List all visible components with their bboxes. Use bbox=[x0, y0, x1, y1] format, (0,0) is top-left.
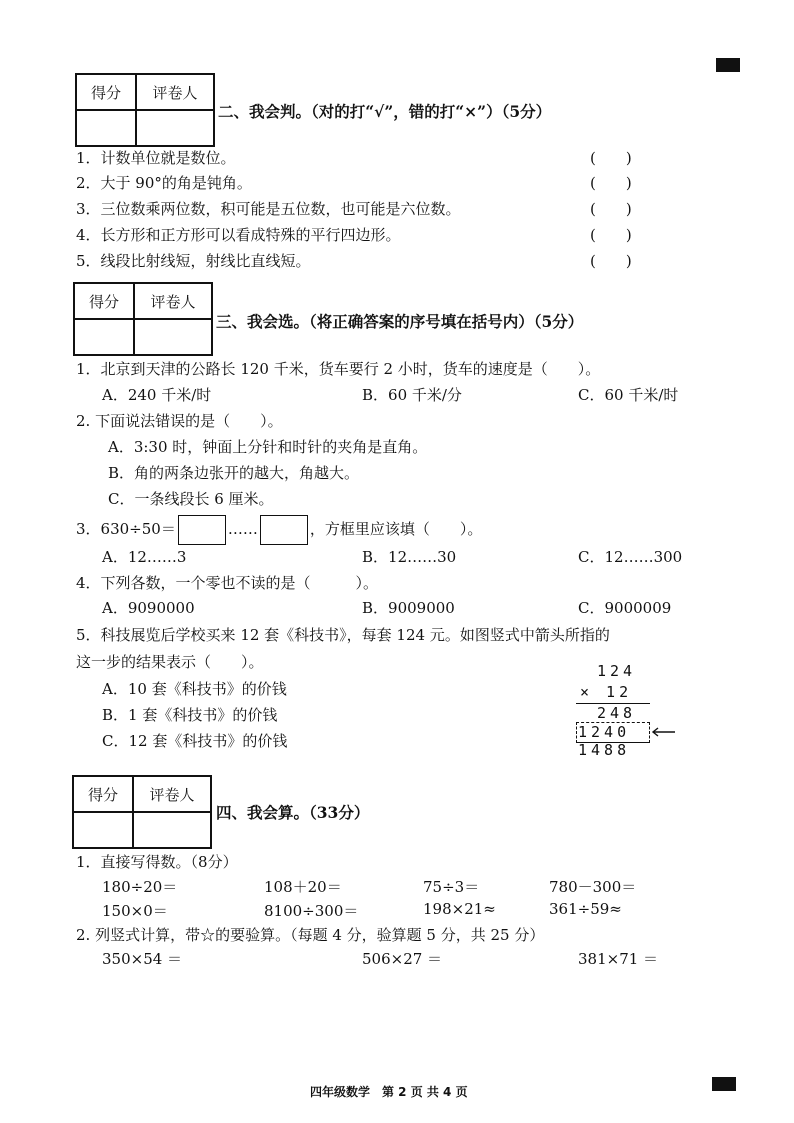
q1-stem: 1．北京到天津的公路长 120 千米，货车要行 2 小时，货车的速度是（ ）。 bbox=[76, 360, 601, 378]
q5-option-c: C．12 套《科技书》的价钱 bbox=[102, 732, 288, 750]
score-cell[interactable] bbox=[73, 812, 133, 848]
q3-stem bbox=[76, 515, 482, 545]
section4-title: 四、我会算。（33分） bbox=[216, 803, 370, 822]
section3-title: 三、我会选。（将正确答案的序号填在括号内）（5分） bbox=[216, 312, 584, 331]
section2-title: 二、我会判。（对的打“√”，错的打“×”）（5分） bbox=[218, 102, 552, 121]
q4-option-a: A．9090000 bbox=[102, 599, 195, 617]
section2-item-2: 2．大于 90°的角是钝角。 bbox=[76, 174, 252, 192]
answer-paren-2[interactable]: ( ) bbox=[590, 174, 632, 192]
q3-stem-a: 3．630÷50＝ bbox=[76, 520, 176, 538]
score-box-section2 bbox=[75, 73, 215, 147]
section4-sub1: 1．直接写得数。（8分） bbox=[76, 853, 238, 871]
highlighted-step-box bbox=[576, 722, 650, 743]
answer-paren-3[interactable]: ( ) bbox=[590, 200, 632, 218]
grader-cell[interactable] bbox=[134, 319, 212, 355]
q4-stem: 4．下列各数，一个零也不读的是（ ）。 bbox=[76, 574, 379, 592]
answer-paren-1[interactable]: ( ) bbox=[590, 149, 632, 167]
calc-1-4: 780－300＝ bbox=[549, 878, 637, 896]
calc-2-3: 198×21≈ bbox=[423, 900, 496, 918]
score-label: 得分 bbox=[73, 776, 133, 812]
q2-stem: 2. 下面说法错误的是（ ）。 bbox=[76, 412, 283, 430]
partial-product-2: 1240 bbox=[578, 723, 631, 741]
q5-stem-line2: 这一步的结果表示（ ）。 bbox=[76, 653, 264, 671]
vert-calc-2: 506×27 ＝ bbox=[362, 950, 443, 968]
q3-stem-b: …… bbox=[227, 520, 258, 538]
score-label: 得分 bbox=[76, 74, 136, 110]
q3-stem-c: ，方框里应该填（ ）。 bbox=[309, 520, 483, 538]
section2-item-4: 4．长方形和正方形可以看成特殊的平行四边形。 bbox=[76, 226, 401, 244]
q2-option-b: B．角的两条边张开的越大，角越大。 bbox=[108, 464, 360, 482]
calc-1-2: 108＋20＝ bbox=[264, 878, 342, 896]
grader-label: 评卷人 bbox=[133, 776, 211, 812]
arrow-left-icon bbox=[650, 726, 676, 738]
answer-paren-4[interactable]: ( ) bbox=[590, 226, 632, 244]
section2-item-3: 3．三位数乘两位数，积可能是五位数，也可能是六位数。 bbox=[76, 200, 461, 218]
multiplicand: 124 bbox=[597, 662, 637, 680]
partial-product-1: 248 bbox=[597, 704, 637, 722]
vert-calc-1: 350×54 ＝ bbox=[102, 950, 183, 968]
q5-stem-line1: 5．科技展览后学校买来 12 套《科技书》，每套 124 元。如图竖式中箭头所指的 bbox=[76, 626, 610, 644]
page-footer: 四年级数学 第 2 页 共 4 页 bbox=[310, 1085, 468, 1099]
calc-2-2: 8100÷300＝ bbox=[264, 902, 359, 920]
q4-option-b: B．9009000 bbox=[362, 599, 455, 617]
q5-option-a: A．10 套《科技书》的价钱 bbox=[102, 680, 287, 698]
q2-option-a: A．3:30 时，钟面上分针和时针的夹角是直角。 bbox=[108, 438, 428, 456]
q1-option-a: A．240 千米/时 bbox=[102, 386, 212, 404]
score-label: 得分 bbox=[74, 283, 134, 319]
q2-option-c: C．一条线段长 6 厘米。 bbox=[108, 490, 274, 508]
grader-cell[interactable] bbox=[133, 812, 211, 848]
q5-option-b: B．1 套《科技书》的价钱 bbox=[102, 706, 278, 724]
bottom-right-marker bbox=[712, 1077, 736, 1091]
vert-calc-3: 381×71 ＝ bbox=[578, 950, 659, 968]
q3-option-a: A．12……3 bbox=[102, 548, 187, 566]
vertical-multiplication bbox=[570, 662, 680, 762]
calc-1-1: 180÷20＝ bbox=[102, 878, 178, 896]
answer-paren-5[interactable]: ( ) bbox=[590, 252, 632, 270]
q4-option-c: C．9000009 bbox=[578, 599, 672, 617]
q3-option-b: B．12……30 bbox=[362, 548, 457, 566]
final-product: 1488 bbox=[578, 741, 631, 759]
section2-item-1: 1．计数单位就是数位。 bbox=[76, 149, 236, 167]
grader-label: 评卷人 bbox=[136, 74, 214, 110]
score-cell[interactable] bbox=[74, 319, 134, 355]
q3-answer-box-2[interactable] bbox=[260, 515, 308, 545]
calc-1-3: 75÷3＝ bbox=[423, 878, 480, 896]
q1-option-b: B．60 千米/分 bbox=[362, 386, 462, 404]
q1-option-c: C．60 千米/时 bbox=[578, 386, 679, 404]
q3-option-c: C．12……300 bbox=[578, 548, 683, 566]
calc-2-4: 361÷59≈ bbox=[549, 900, 622, 918]
section2-item-5: 5．线段比射线短，射线比直线短。 bbox=[76, 252, 311, 270]
section4-sub2: 2. 列竖式计算，带☆的要验算。（每题 4 分，验算题 5 分，共 25 分） bbox=[76, 926, 545, 944]
q3-answer-box-1[interactable] bbox=[178, 515, 226, 545]
score-box-section3 bbox=[73, 282, 213, 356]
grader-cell[interactable] bbox=[136, 110, 214, 146]
top-right-marker bbox=[716, 58, 740, 72]
score-box-section4 bbox=[72, 775, 212, 849]
calc-2-1: 150×0＝ bbox=[102, 902, 168, 920]
grader-label: 评卷人 bbox=[134, 283, 212, 319]
multiplier: × 12 bbox=[580, 683, 633, 701]
score-cell[interactable] bbox=[76, 110, 136, 146]
